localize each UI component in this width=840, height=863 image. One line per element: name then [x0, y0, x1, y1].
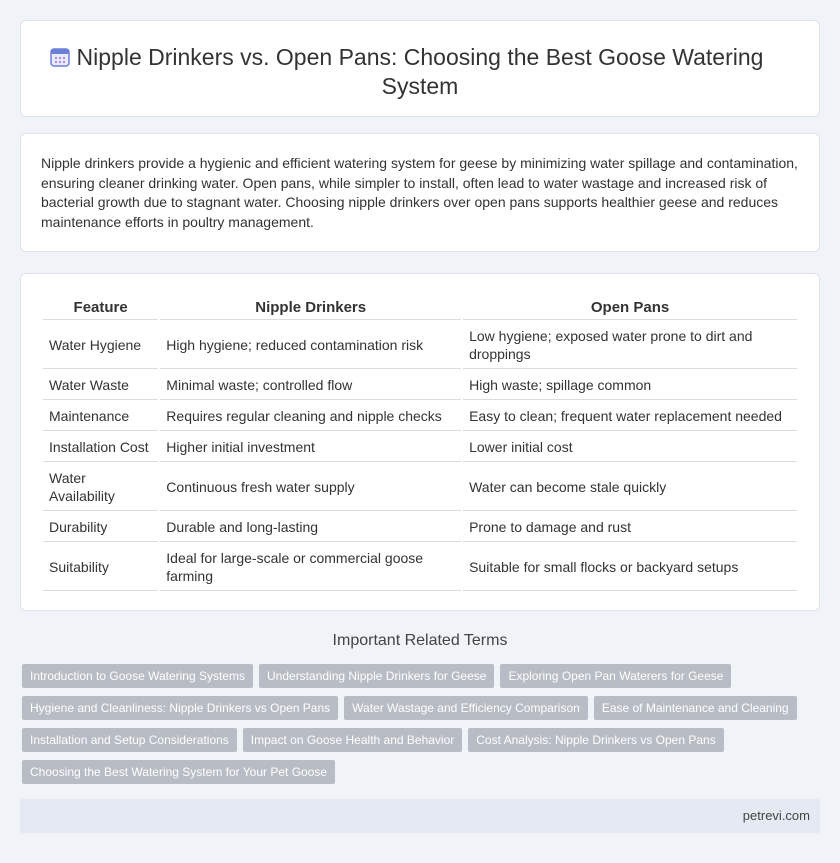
related-term-tag[interactable]: Exploring Open Pan Waterers for Geese [500, 664, 731, 688]
footer-domain[interactable]: petrevi.com [742, 808, 810, 823]
open-pans-cell: High waste; spillage common [463, 371, 797, 400]
table-row [43, 433, 797, 462]
table-row [43, 513, 797, 542]
nipple-drinkers-cell: Continuous fresh water supply [160, 464, 461, 511]
intro-card [20, 133, 820, 252]
feature-cell: Water Availability [43, 464, 158, 511]
nipple-drinkers-cell: Minimal waste; controlled flow [160, 371, 461, 400]
related-term-tag[interactable]: Choosing the Best Watering System for Your Pet Goose [22, 760, 335, 784]
related-term-tag[interactable]: Understanding Nipple Drinkers for Geese [259, 664, 494, 688]
open-pans-cell: Low hygiene; exposed water prone to dirt and droppings [463, 322, 797, 369]
page-title: Nipple Drinkers vs. Open Pans: Choosing the Best Goose Watering System [76, 44, 764, 99]
table-row [43, 402, 797, 431]
related-term-tag[interactable]: Installation and Setup Considerations [22, 728, 237, 752]
intro-paragraph: Nipple drinkers provide a hygienic and efficient watering system for geese by minimizing water spillage and contamination, ensuring cleaner drinking water. Open pans, while simpler to install, often lead to water wastage and increased risk of bacterial growth due to stagnant water. Choosing nipple drinkers over open pans supports healthier geese and reduces maintenance efforts in poultry management. [41, 155, 798, 230]
feature-cell: Durability [43, 513, 158, 542]
column-header-nipple-drinkers: Nipple Drinkers [160, 296, 461, 320]
related-terms-title: Important Related Terms [332, 632, 508, 649]
feature-cell: Installation Cost [43, 433, 158, 462]
nipple-drinkers-cell: Ideal for large-scale or commercial goose farming [160, 544, 461, 591]
table-row [43, 464, 797, 511]
column-header-feature: Feature [43, 296, 158, 320]
table-row [43, 322, 797, 369]
nipple-drinkers-cell: High hygiene; reduced contamination risk [160, 322, 461, 369]
open-pans-cell: Suitable for small flocks or backyard setups [463, 544, 797, 591]
related-term-tag[interactable]: Hygiene and Cleanliness: Nipple Drinkers vs Open Pans [22, 696, 338, 720]
feature-cell: Water Hygiene [43, 322, 158, 369]
related-term-tag[interactable]: Cost Analysis: Nipple Drinkers vs Open Pans [468, 728, 723, 752]
comparison-table [41, 294, 799, 593]
open-pans-cell: Lower initial cost [463, 433, 797, 462]
open-pans-cell: Easy to clean; frequent water replacement needed [463, 402, 797, 431]
table-header-row [43, 296, 797, 320]
column-header-open-pans: Open Pans [463, 296, 797, 320]
feature-cell: Water Waste [43, 371, 158, 400]
feature-cell: Suitability [43, 544, 158, 591]
nipple-drinkers-cell: Higher initial investment [160, 433, 461, 462]
header-card [20, 20, 820, 117]
open-pans-cell: Water can become stale quickly [463, 464, 797, 511]
nipple-drinkers-cell: Durable and long-lasting [160, 513, 461, 542]
open-pans-cell: Prone to damage and rust [463, 513, 797, 542]
table-row [43, 544, 797, 591]
related-term-tag[interactable]: Introduction to Goose Watering Systems [22, 664, 253, 688]
comparison-table-card [20, 273, 820, 611]
related-term-tag[interactable]: Impact on Goose Health and Behavior [243, 728, 462, 752]
feature-cell: Maintenance [43, 402, 158, 431]
nipple-drinkers-cell: Requires regular cleaning and nipple checks [160, 402, 461, 431]
related-term-tag[interactable]: Ease of Maintenance and Cleaning [594, 696, 797, 720]
related-terms-tags [22, 664, 802, 784]
footer [20, 799, 820, 833]
related-term-tag[interactable]: Water Wastage and Efficiency Comparison [344, 696, 588, 720]
table-row [43, 371, 797, 400]
